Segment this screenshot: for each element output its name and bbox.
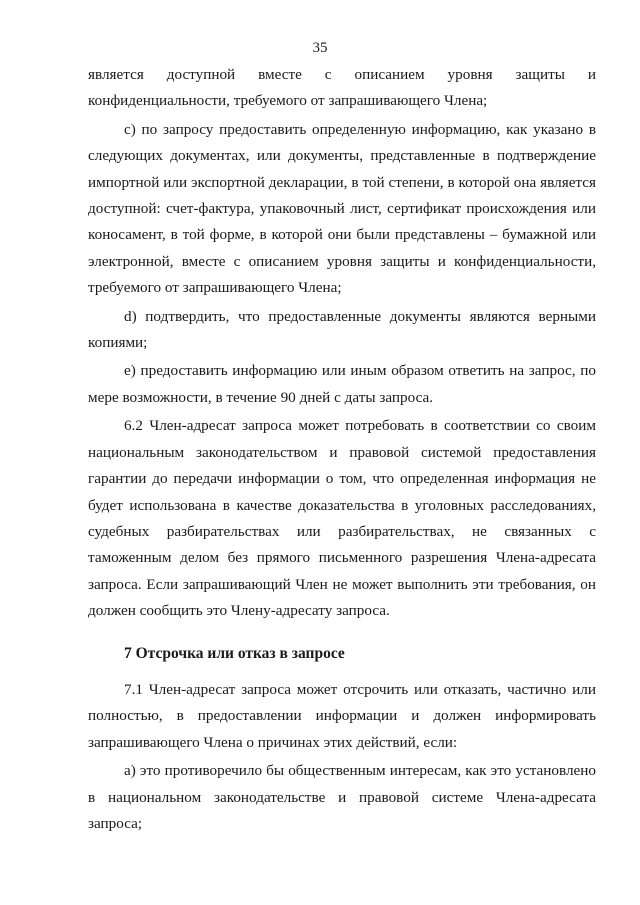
- paragraph-7-1: 7.1 Член-адресат запроса может отсрочить или отказать, частично или полностью, в предоставлении информации и должен информировать запрашивающего Члена о причинах этих действий, если:: [88, 680, 596, 751]
- page-body: [88, 62, 596, 837]
- section-heading: 7 Отсрочка или отказ в запросе: [124, 644, 345, 662]
- paragraph-item-e: e) предоставить информацию или иным образом ответить на запрос, по мере возможности, в течение 90 дней с даты запроса.: [88, 362, 596, 406]
- page-number: 35: [312, 40, 328, 56]
- paragraph-item-d: d) подтвердить, что предоставленные документы являются верными копиями;: [88, 307, 596, 352]
- paragraph-item-a: a) это противоречило бы общественным интересам, как это установлено в национальном законодательстве и правовой системе Члена-адресата запроса;: [88, 762, 596, 832]
- paragraph-item-c: c) по запросу предоставить определенную информацию, как указано в следующих документах, или документы, представленные в подтверждение импортной или экспортной декларации, в той степени, в которой она является доступной: счет-фактура, упаковочный лист, сертификат происхождения или коносамент, в той форме, в которой они были представлены – бумажной или электронной, вместе с описанием уровня защиты и конфиденциальности, требуемого от запрашивающего Члена;: [88, 120, 596, 297]
- paragraph-6-2: 6.2 Член-адресат запроса может потребовать в соответствии со своим национальным законодательством и правовой системой предоставления гарантии до передачи информации о том, что определенная информация не будет использована в качестве доказательства в уголовных расследованиях, судебных разбирательствах или разбирательствах, не связанных с таможенным делом без прямого письменного разрешения Члена-адресата запроса. Если запрашивающий Член не может выполнить эти требования, он должен сообщить это Члену-адресату запроса.: [88, 417, 596, 620]
- paragraph-continuation: является доступной вместе с описанием уровня защиты и конфиденциальности, требуемого от запрашивающего Члена;: [88, 66, 596, 110]
